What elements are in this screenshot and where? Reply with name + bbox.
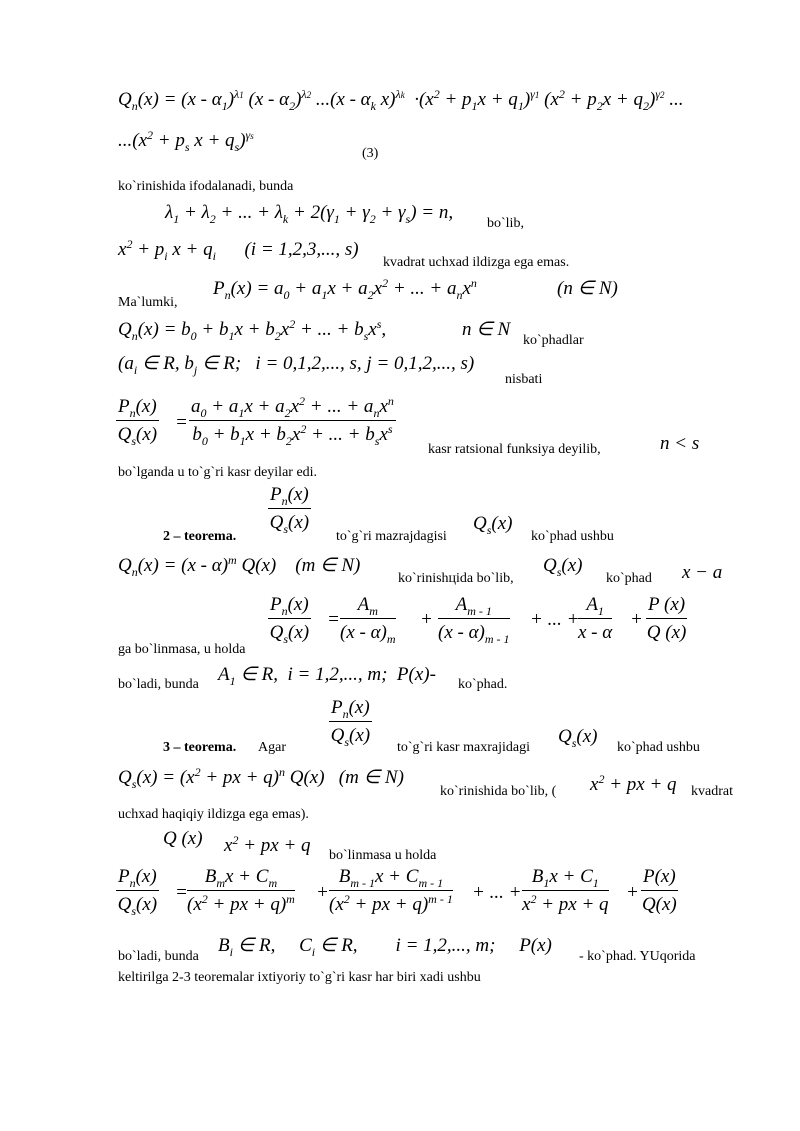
equals-sign: = [175, 412, 188, 433]
formula-bc-conditions: $B_i$ ∈ R, $C_i$ ∈ R, i = 1,2,..., m; P(x) [218, 935, 552, 959]
formula-n-less-s: n < s [660, 433, 700, 454]
theorem-text: ga bo`linmasa, u holda [118, 642, 246, 657]
formula-quadratic: $x^2 + p_i$ $x + q_i$ (i = 1,2,3,..., s) [118, 237, 359, 263]
paragraph-text: ko`phadlar [523, 333, 584, 348]
plus-sign: + [420, 609, 433, 630]
fraction-pn-over-qs: $\frac{P_n(x)}{Q_s(x)}$ [269, 594, 310, 646]
theorem-text: kvadrat [691, 784, 733, 799]
formula-qx: Q (x) [163, 828, 203, 849]
paragraph-text: nisbati [505, 372, 543, 387]
formula-n-in-N: (n ∈ N) [557, 278, 618, 299]
theorem-text: ko`rinishida bo`lib, ( [440, 784, 557, 799]
fraction-pn-over-qs: $\frac{P_n(x)}{Q_s(x)}$ [117, 866, 158, 918]
theorem-text: to`g`ri kasr maxrajidagi [397, 740, 530, 755]
formula-qn-root-multiplicity: $Q_n(x) = (x - \alpha)^m$ Q(x) (m ∈ N) [118, 553, 361, 579]
fraction-bm: $B_mx + C_m$ ($x^2$ + px + q)$^m$ [187, 866, 295, 915]
formula-quadratic-pq: $x^2$ + px + q [590, 772, 677, 795]
paragraph-text: bo`lganda u to`g`ri kasr deyilar edi. [118, 465, 318, 480]
formula-sum-condition: $\lambda_1 + \lambda_2$ + ... + $\lambda_k + 2(\gamma_1 + \gamma_2 + \gamma_s) = n$, [165, 202, 454, 226]
theorem-text: ko`phad ushbu [531, 529, 614, 544]
theorem-text: Agar [258, 740, 286, 755]
theorem-text: ko`phad [606, 571, 652, 586]
formula-qs: $Q_s(x)$ [473, 513, 513, 537]
theorem-text: ko`phad. [458, 677, 508, 692]
ellipsis-sum: + ... + [530, 609, 580, 630]
paragraph-text: bo`lib, [487, 216, 524, 231]
fraction-pn-over-qs: $\frac{P_n(x)}{Q_s(x)}$ [117, 396, 158, 448]
theorem-text: - ko`phad. YUqorida [579, 949, 696, 964]
formula-qn-factorization-line2: $...(x^2 + p_s$ $x + q_s)^{\gamma s}$ [118, 128, 254, 154]
formula-qs: $Q_s(x)$ [543, 555, 583, 579]
formula-n-in-N-2: n ∈ N [462, 319, 511, 340]
plus-sign: + [316, 882, 329, 903]
fraction-b1: $\frac{B_1x + C_1}{x^2 + px + q}$ [522, 866, 609, 915]
formula-quadratic-pq: $x^2$ + px + q [224, 833, 311, 856]
ellipsis-sum: + ... + [472, 882, 522, 903]
fraction-polynomial-ratio: $a_0 + a_1x + a_2x^2$ + ... + $a_nx^n$ $b_0 + b_1x + b_2x^2$ + ... + $b_sx^s$ [191, 394, 394, 448]
formula-qs-quadratic-power: $Q_s(x) = (x^2$ + px + q)$^n$ Q(x) (m ∈ N) [118, 765, 404, 791]
fraction-pn-over-qs-small: $\frac{P_n(x)}{Q_s(x)}$ [269, 484, 310, 536]
fraction-am: $\frac{A_m}{(x - \alpha)_m}$ [340, 594, 396, 646]
fraction-bm-1: $\frac{B_{m - 1}x + C_{m - 1}}{(x^2 + px + q)^{m - 1}}$ [329, 866, 453, 915]
fraction-p-over-q: $\frac{P(x)}{Q(x)}$ [641, 866, 677, 915]
theorem-text: ko`rinishцida bo`lib, [398, 571, 514, 586]
plus-sign: + [626, 882, 639, 903]
fraction-pn-over-qs-small: $\frac{P_n(x)}{Q_s(x)}$ [330, 697, 371, 749]
fraction-am-1: $\frac{A_{m - 1}}{(x - \alpha)_{m - 1}}$ [438, 594, 510, 646]
theorem-3-label: 3 – teorema. [163, 740, 237, 755]
paragraph-text: kasr ratsional funksiya deyilib, [428, 442, 601, 457]
theorem-text: uchxad haqiqiy ildizga ega emas). [118, 807, 309, 822]
paragraph-text: keltirilga 2-3 teoremalar ixtiyoriy to`g`ri kasr har biri xadi ushbu [118, 970, 481, 985]
theorem-2-label: 2 – teorema. [163, 529, 237, 544]
equals-sign: = [327, 609, 340, 630]
formula-coefficient-conditions: ($a_i$ ∈ R, $b_j$ ∈ R; i = 0,1,2,..., s, j = 0,1,2,..., s) [118, 353, 475, 377]
formula-qs: $Q_s(x)$ [558, 726, 598, 750]
formula-pn-polynomial: $P_n(x) = a_0 + a_1x + a_2x^2$ + ... + $a_nx^n$ [213, 276, 477, 302]
fraction-p-over-q: $\frac{P (x)}{Q (x)}$ [646, 594, 687, 643]
paragraph-text: ko`rinishida ifodalanadi, bunda [118, 179, 294, 194]
theorem-text: bo`linmasa u holda [329, 848, 437, 863]
theorem-text: bo`ladi, bunda [118, 949, 199, 964]
plus-sign: + [630, 609, 643, 630]
formula-qn-factorization-line1: $Q_n(x) = (x - \alpha_1)^{\lambda 1}$ $(x - \alpha_2)^{\lambda 2}$ $...(x - \alpha_k$ $x)^{\lambda k} \cdot(x^2 + p_1x + q_1)^{\gamma 1}$ $(x^2 + p_2x + q_2)^{\gamma 2}$ ... [118, 87, 684, 113]
theorem-text: to`g`ri mazrajdagisi [336, 529, 447, 544]
paragraph-text: Ma`lumki, [118, 295, 178, 310]
equals-sign: = [175, 882, 188, 903]
formula-a1-conditions: $A_1$ ∈ R, i = 1,2,..., m; P(x)- [218, 664, 436, 688]
fraction-a1: $\frac{A_1}{x - \alpha}$ [578, 594, 613, 643]
formula-x-minus-a: x − a [682, 562, 723, 583]
theorem-text: bo`ladi, bunda [118, 677, 199, 692]
theorem-text: ko`phad ushbu [617, 740, 700, 755]
formula-qn-polynomial: $Q_n(x) = b_0 + b_1x + b_2x^2$ + ... + $b_sx^s$, [118, 317, 387, 343]
equation-number: (3) [362, 146, 379, 161]
paragraph-text: kvadrat uchxad ildizga ega emas. [383, 255, 570, 270]
